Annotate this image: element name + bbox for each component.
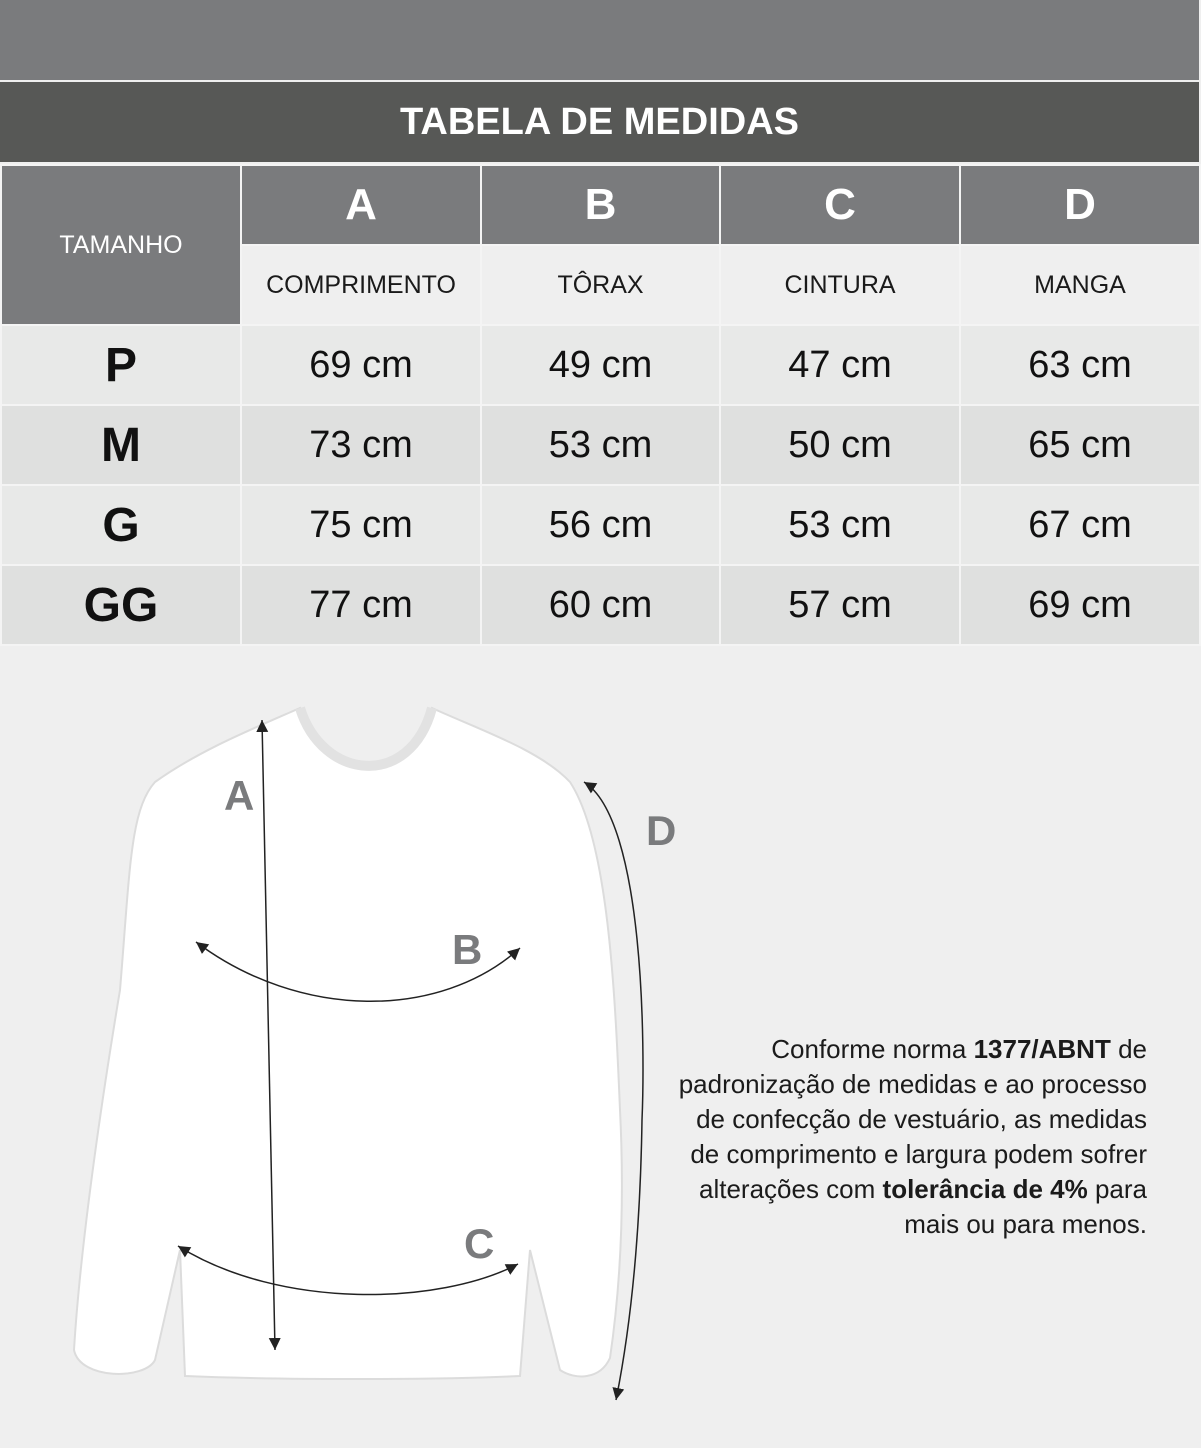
value-cell: 49 cm: [481, 325, 720, 405]
note-tolerance: tolerância de 4%: [882, 1174, 1088, 1204]
table-row: [1, 325, 1200, 405]
note-text: Conforme norma: [771, 1034, 974, 1064]
column-label-cintura: CINTURA: [720, 245, 960, 325]
value-cell: 47 cm: [720, 325, 960, 405]
value-cell: 60 cm: [481, 565, 720, 645]
value-cell: 69 cm: [960, 565, 1200, 645]
label-c: C: [464, 1220, 495, 1267]
table-row: [1, 485, 1200, 565]
note-norm: 1377/ABNT: [973, 1034, 1111, 1064]
value-cell: 50 cm: [720, 405, 960, 485]
value-cell: 53 cm: [720, 485, 960, 565]
size-cell: G: [1, 485, 241, 565]
column-letter-a: A: [241, 165, 481, 245]
label-a: A: [224, 772, 255, 819]
shirt-diagram: [60, 690, 677, 1410]
value-cell: 77 cm: [241, 565, 481, 645]
column-letter-d: D: [960, 165, 1200, 245]
size-table: [0, 164, 1201, 646]
value-cell: 75 cm: [241, 485, 481, 565]
value-cell: 53 cm: [481, 405, 720, 485]
tolerance-note: [677, 1032, 1147, 1242]
page-title: TABELA DE MEDIDAS: [0, 82, 1199, 162]
size-cell: GG: [1, 565, 241, 645]
top-bar: [0, 0, 1199, 80]
value-cell: 67 cm: [960, 485, 1200, 565]
label-d: D: [646, 807, 677, 854]
note-text: de padronização de medidas e ao processo de confecção de vestuário, as medidas de comprimento e largura podem sofrer alterações com: [678, 1034, 1147, 1204]
value-cell: 63 cm: [960, 325, 1200, 405]
value-cell: 69 cm: [241, 325, 481, 405]
value-cell: 57 cm: [720, 565, 960, 645]
note-text: para mais ou para menos.: [904, 1174, 1147, 1239]
column-label-torax: TÔRAX: [481, 245, 720, 325]
size-cell: P: [1, 325, 241, 405]
size-header: TAMANHO: [1, 165, 241, 325]
column-label-comprimento: COMPRIMENTO: [241, 245, 481, 325]
label-b: B: [452, 926, 483, 973]
column-letter-c: C: [720, 165, 960, 245]
column-label-manga: MANGA: [960, 245, 1200, 325]
shirt-shape: [74, 708, 622, 1379]
value-cell: 56 cm: [481, 485, 720, 565]
value-cell: 65 cm: [960, 405, 1200, 485]
table-row: [1, 405, 1200, 485]
column-letter-b: B: [481, 165, 720, 245]
value-cell: 73 cm: [241, 405, 481, 485]
size-cell: M: [1, 405, 241, 485]
table-row: [1, 565, 1200, 645]
